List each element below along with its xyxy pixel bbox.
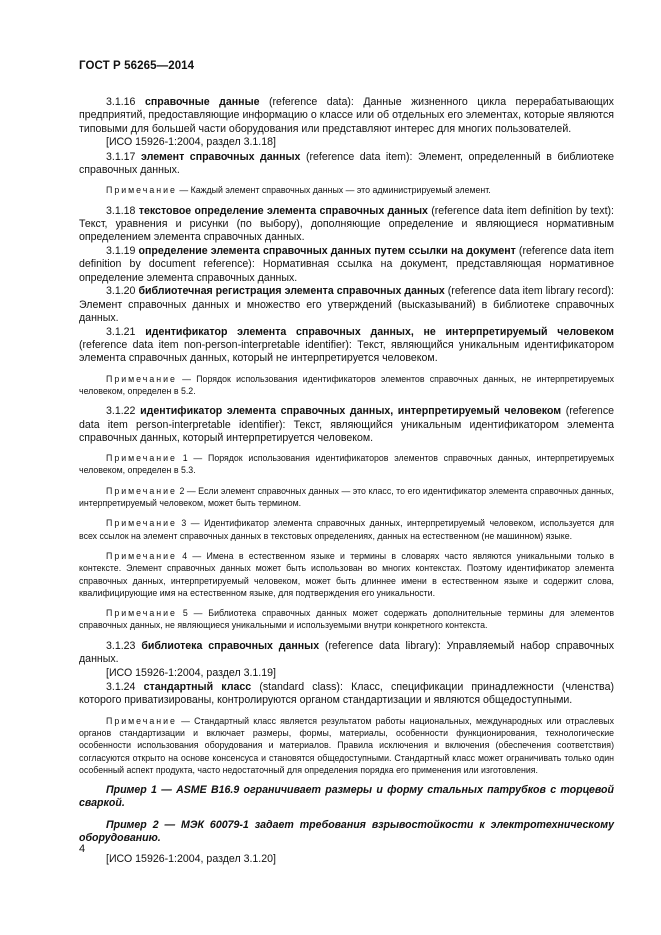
clause-number: 3.1.23 xyxy=(106,639,136,652)
term-definition xyxy=(79,205,614,245)
term-text: (reference data item person-interpretable identifier): Текст, являющийся уникальным идентификатором элемента справочных данных, который интерпретируется человеком. xyxy=(79,405,615,444)
source-reference: [ИСО 15926-1:2004, раздел 3.1.18] xyxy=(106,136,276,149)
note xyxy=(79,184,614,196)
term-name: идентификатор элемента справочных данных, интерпретируемый человеком xyxy=(140,405,562,418)
term-definition xyxy=(79,681,614,708)
note-label: Примечание xyxy=(106,453,177,464)
clause-number: 3.1.22 xyxy=(106,405,136,418)
term-definition xyxy=(79,245,614,285)
note-label: Примечание xyxy=(106,550,177,561)
note xyxy=(79,715,614,776)
term-definition xyxy=(79,326,614,366)
note-text: 5 — Библиотека справочных данных может содержать дополнительные термины для элементов справочных данных, не являющиеся уникальными и используемыми внутри конкретного контекста. xyxy=(79,608,614,631)
term-name: библиотечная регистрация элемента справочных данных xyxy=(138,285,445,298)
clause-number: 3.1.18 xyxy=(106,204,136,217)
term-definition xyxy=(79,96,614,136)
example: Пример 2 — МЭК 60079-1 задает требования взрывостойкости к электротехническому оборудованию. xyxy=(79,818,614,845)
clause-number: 3.1.16 xyxy=(106,96,136,108)
term-definition xyxy=(79,285,614,325)
example: Пример 1 — ASME B16.9 ограничивает размеры и форму стальных патрубков с торцевой сваркой. xyxy=(79,784,614,810)
note-text: — Стандартный класс является результатом работы национальных, международных или отраслевых органов стандартизации и включает размеры, формы, материалы, особенности функционирования, технологические особенности использования оборудования и материалов. Правила исключения и включения (обеспечения соответствия) согласуются открыто на основе консенсуса и становятся общедоступными. Стандартный класс может ограничивать только один особенный аспект продукта, часто недостаточный для определения порядка его применения или изготовления. xyxy=(79,715,614,775)
term-text: (reference data item): Элемент, определенный в библиотеке справочных данных. xyxy=(79,150,614,176)
term-name: справочные данные xyxy=(144,96,260,108)
term-text: (reference data item non-person-interpretable identifier): Текст, являющийся уникальным идентификатором элемента справочных данных, который не интерпретируется человеком. xyxy=(79,339,614,365)
note xyxy=(79,607,614,632)
note-label: Примечание xyxy=(106,373,177,384)
term-name: стандартный класс xyxy=(143,681,252,694)
source-reference: [ИСО 15926-1:2004, раздел 3.1.19] xyxy=(106,666,276,679)
note-text: — Порядок использования идентификаторов элементов справочных данных, не интерпретируемых человеком, определен в 5.2. xyxy=(79,373,614,396)
note-text: 4 — Имена в естественном языке и термины в словарях часто являются уникальными только в контексте. Элемент справочных данных может быть использован во многих контекстах. Поэтому идентификатор элемента справочных данных, интерпретируемый человеком, может быть длиннее имени в естественном языке и содержит слова, квалифицирующие имя на естественном языке, для подтверждения его уникальности. xyxy=(79,550,614,598)
clause-number: 3.1.17 xyxy=(106,150,136,163)
term-name: текстовое определение элемента справочных данных xyxy=(138,204,428,217)
note-text: — Каждый элемент справочных данных — это администрируемый элемент. xyxy=(176,185,491,196)
source-reference: [ИСО 15926-1:2004, раздел 3.1.20] xyxy=(106,853,276,866)
term-name: идентификатор элемента справочных данных, не интерпретируемый человеком xyxy=(145,325,614,338)
clause-number: 3.1.24 xyxy=(106,681,136,694)
note xyxy=(79,373,614,398)
term-text: (reference data): Данные жизненного цикла перерабатывающих предприятий, предоставляющие информацию о классе или об отдельных его элементах, которые являются типовыми для большей части оборудования или представляют интерес для многих пользователей. xyxy=(79,96,614,135)
term-text: (reference data library): Управляемый набор справочных данных. xyxy=(79,639,614,665)
clause-number: 3.1.20 xyxy=(106,285,136,298)
note xyxy=(79,485,614,510)
note-label: Примечание xyxy=(106,185,177,196)
clause-number: 3.1.19 xyxy=(106,244,136,257)
note xyxy=(79,517,614,542)
term-definition xyxy=(79,640,614,667)
page-number: 4 xyxy=(79,843,86,855)
note xyxy=(79,550,614,599)
term-text: (reference data item library record): Элемент справочных данных и множество его утверждений (высказываний) в библиотеке справочных данных. xyxy=(79,285,614,324)
term-definition xyxy=(79,405,614,445)
term-name: определение элемента справочных данных путем ссылки на документ xyxy=(138,244,516,257)
document-header: ГОСТ Р 56265—2014 xyxy=(79,60,195,72)
term-definition xyxy=(79,151,614,178)
clause-number: 3.1.21 xyxy=(106,325,136,338)
note-text: 3 — Идентификатор элемента справочных данных, интерпретируемый человеком, используется для всех ссылок на элемент справочных данных в текстовых определениях, данных на естественном (не машинном) языке. xyxy=(79,518,614,541)
term-text: (standard class): Класс, спецификации принадлежности (членства) которого приватизированы, контролируются органом стандартизации и являются общедоступными. xyxy=(79,681,614,707)
term-text: (reference data item definition by text): Текст, уравнения и рисунки (по выбору), дополняющие определение и являющиеся нормативным определением элемента справочных данных. xyxy=(79,204,614,244)
document-body xyxy=(79,96,614,868)
note-label: Примечание xyxy=(106,608,177,619)
term-text: (reference data item definition by document reference): Нормативная ссылка на документ, представляющая нормативное определение элемента справочных данных. xyxy=(79,244,614,284)
note-text: 1 — Порядок использования идентификаторов элементов справочных данных, интерпретируемых человеком, определен в 5.3. xyxy=(79,453,614,476)
term-name: библиотека справочных данных xyxy=(141,639,320,652)
note-label: Примечание xyxy=(106,485,177,496)
term-name: элемент справочных данных xyxy=(141,150,301,163)
note-label: Примечание xyxy=(106,715,177,726)
note xyxy=(79,452,614,477)
note-text: 2 — Если элемент справочных данных — это класс, то его идентификатор элемента справочных данных, интерпретируемый человеком, может быть термином. xyxy=(79,485,614,509)
note-label: Примечание xyxy=(106,518,177,529)
